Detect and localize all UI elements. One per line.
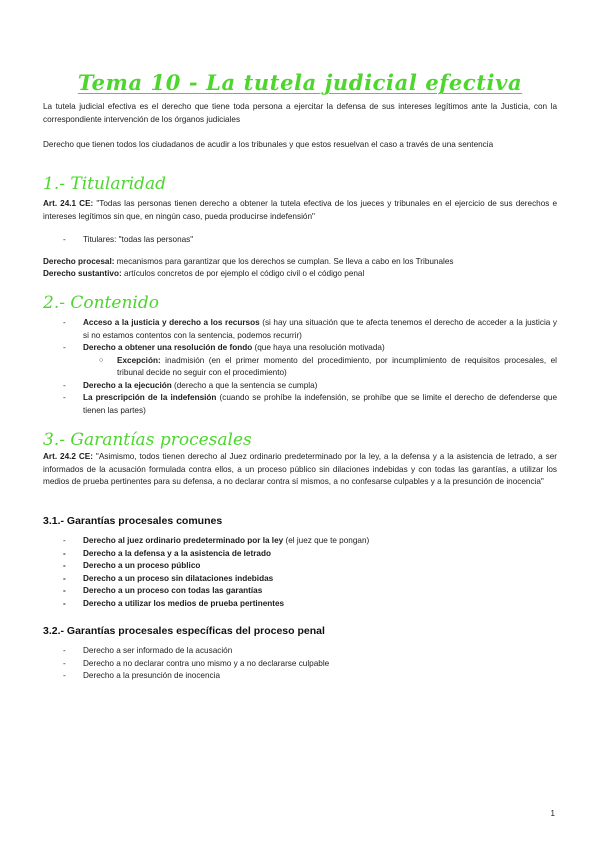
sub-list-item [95, 355, 557, 380]
section-heading-garantias: 3.- Garantías procesales [43, 430, 252, 450]
derecho-procesal-paragraph [43, 256, 557, 269]
subsection-heading-comunes: 3.1.- Garantías procesales comunes [43, 515, 223, 527]
term-text: mecanismos para garantizar que los derechos se cumplan. Se lleva a cabo en los Tribunales [114, 257, 454, 266]
garantias-comunes-list [63, 535, 557, 610]
list-item [63, 317, 557, 342]
list-item [63, 392, 557, 417]
article-label: Art. 24.2 CE: [43, 452, 93, 461]
article-text: "Asimismo, todos tienen derecho al Juez ordinario predeterminado por la ley, a la defensa y a la asistencia de letrado, a ser informados de la acusación formulada contra ellos, a un proceso público sin dilaciones indebidas y con todas las garantías, a utilizar los medios de prueba pertinentes para su defensa, a no declarar contra sí mismos, a no confesarse culpables y a la presunción de inocencia" [43, 452, 557, 486]
page-number: 1 [550, 809, 555, 818]
item-bold: Derecho a la ejecución [83, 380, 172, 390]
item-bold: Acceso a la justicia y derecho a los recursos [83, 318, 260, 327]
term-label: Derecho procesal: [43, 257, 115, 266]
list-item [63, 342, 557, 380]
item-text: (que haya una resolución motivada) [252, 343, 385, 352]
list-item: - Derecho a un proceso sin dilataciones indebidas [63, 573, 557, 586]
section-heading-contenido: 2.- Contenido [43, 293, 159, 313]
article-24-2 [43, 451, 557, 489]
intro-paragraph-2: Derecho que tienen todos los ciudadanos de acudir a los tribunales y que estos resuelvan el caso a través de una sentencia [43, 140, 494, 149]
garantias-penales-list [63, 645, 557, 683]
subsection-heading-especificas: 3.2.- Garantías procesales específicas del proceso penal [43, 625, 325, 637]
list-item: - Derecho a un proceso público [63, 560, 557, 573]
list-item: - Derecho a ser informado de la acusación [63, 645, 557, 658]
titulares-list [63, 234, 557, 247]
list-item: - Derecho a utilizar los medios de prueba pertinentes [63, 598, 557, 611]
list-item: - Derecho a la presunción de inocencia [63, 670, 557, 683]
item-text: (cuando se prohíbe la indefensión, se prohíbe que se limite el derecho de defenderse que tienen las partes) [83, 393, 558, 415]
derecho-sustantivo-paragraph [43, 268, 557, 281]
item-text: (derecho a que la sentencia se cumpla) [171, 380, 318, 390]
list-item: - Derecho a no declarar contra uno mismo y a no declararse culpable [63, 658, 557, 671]
term-text: artículos concretos de por ejemplo el código civil o el código penal [121, 269, 365, 278]
list-item [63, 380, 557, 393]
item-bold: Excepción: [117, 355, 161, 365]
item-text: (el juez que te pongan) [283, 536, 370, 545]
page-title: Tema 10 - La tutela judicial efectiva [77, 70, 523, 95]
contenido-list [63, 317, 557, 417]
item-text: (si hay una situación que te afecta tenemos el derecho de acceder a la justicia y si no estamos contentos con la sentencia, podemos recurrir) [83, 318, 558, 340]
item-text: inadmisión (en el primer momento del procedimiento, por incumplimiento de requisitos procesales, el tribunal decide no seguir con el procedimiento) [117, 355, 557, 377]
list-item [63, 535, 557, 548]
article-label: Art. 24.1 CE: [43, 199, 94, 208]
intro-paragraph-1: La tutela judicial efectiva es el derecho que tiene toda persona a ejercitar la defensa de sus intereses legítimos ante la Justicia, con la correspondiente intervención de los órganos judiciales [43, 102, 557, 124]
article-24-1 [43, 198, 557, 223]
section-heading-titularidad: 1.- Titularidad [43, 174, 166, 194]
item-bold: Derecho al juez ordinario predeterminado por la ley [83, 536, 284, 545]
list-item: - Derecho a la defensa y a la asistencia de letrado [63, 548, 557, 561]
term-label: Derecho sustantivo: [43, 269, 122, 278]
item-bold: La prescripción de la indefensión [83, 393, 217, 402]
article-text: "Todas las personas tienen derecho a obtener la tutela efectiva de los jueces y tribunales en el ejercicio de sus derechos e intereses legítimos sin que, en ningún caso, pueda producirse indefensión" [43, 199, 557, 221]
item-bold: Derecho a obtener una resolución de fondo [83, 343, 253, 352]
list-item: - Derecho a un proceso con todas las garantías [63, 585, 557, 598]
list-item: - Titulares: "todas las personas" [63, 234, 557, 247]
